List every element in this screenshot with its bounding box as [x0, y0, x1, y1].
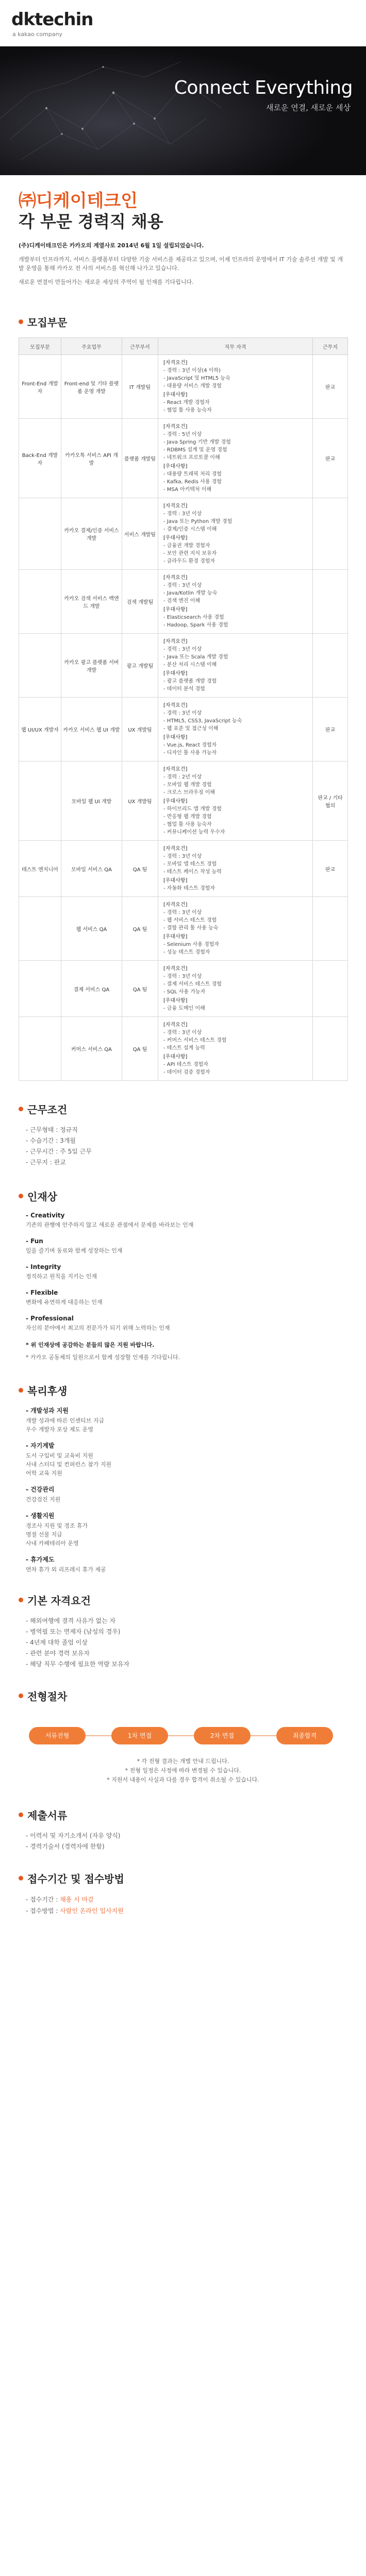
process-step: 서류전형 [29, 1727, 86, 1744]
process-flow [19, 1711, 347, 1789]
job-dept-cell: 광고 개발팀 [122, 634, 158, 698]
desc-line: - 커머스 서비스 테스트 경험 [163, 1038, 227, 1043]
bullet-dot-icon [19, 1388, 23, 1393]
job-desc-cell [158, 961, 313, 1017]
desc-line: [자격요건] [163, 639, 188, 645]
talent-note: * 카카오 공동체의 일원으로서 함께 성장할 인재를 기다립니다. [26, 1354, 180, 1361]
benefit-line: 경조사 지원 및 경조 휴가 [26, 1522, 88, 1529]
desc-line: - Java/Kotlin 개발 능숙 [163, 590, 218, 596]
desc-line: - 웹 서비스 테스트 경험 [163, 918, 217, 923]
section-apply [0, 1871, 366, 1917]
desc-line: [자격요건] [163, 703, 188, 708]
process-step: 1차 면접 [111, 1727, 168, 1744]
desc-line: - 경력 : 3년 이상 [163, 974, 202, 979]
desc-line: - Elasticsearch 사용 경험 [163, 615, 224, 620]
job-location-cell [313, 961, 348, 1017]
benefit-line: 어학 교육 지원 [26, 1470, 62, 1477]
desc-line: [우대사항] [163, 1054, 188, 1060]
desc-line: [우대사항] [163, 535, 188, 541]
job-group-cell: Back-End 개발자 [19, 419, 61, 498]
desc-line: [우대사항] [163, 878, 188, 884]
desc-line: - 보안 관련 지식 보유자 [163, 551, 217, 556]
talent-name: - Flexible [26, 1289, 58, 1296]
job-table [19, 337, 348, 1081]
desc-line: - 대용량 서비스 개발 경험 [163, 383, 222, 389]
desc-line: [자격요건] [163, 360, 188, 366]
section-documents [0, 1807, 366, 1852]
section-talent [0, 1189, 366, 1362]
desc-line: - 검색 엔진 이해 [163, 598, 201, 604]
job-group-cell [19, 961, 61, 1017]
talent-desc: 기존의 관행에 안주하지 않고 새로운 관점에서 문제를 바라보는 인재 [26, 1222, 194, 1228]
table-header-row [19, 338, 348, 355]
job-task-cell: 카카오 서비스 웹 UI 개발 [61, 698, 122, 761]
job-desc-cell [158, 634, 313, 698]
bullet-dot-icon [19, 1876, 23, 1880]
job-desc-cell [158, 419, 313, 498]
job-task-cell: 카카오 광고 플랫폼 서버 개발 [61, 634, 122, 698]
desc-line: - Java Spring 기반 개발 경험 [163, 439, 231, 445]
job-group-cell [19, 761, 61, 841]
table-row [19, 498, 348, 570]
job-dept-cell: QA 팀 [122, 961, 158, 1017]
hero-subtitle: 새로운 연결, 새로운 세상 [266, 103, 351, 112]
job-desc-cell [158, 570, 313, 634]
benefit-name: - 자기계발 [26, 1442, 55, 1449]
talent-item [26, 1212, 347, 1229]
desc-line: [자격요건] [163, 424, 188, 430]
job-location-cell: 판교 [313, 698, 348, 761]
section-title: 근무조건 [27, 1104, 68, 1116]
job-task-cell: 카카오 검색 서비스 백엔드 개발 [61, 570, 122, 634]
job-dept-cell: QA 팀 [122, 1017, 158, 1081]
table-row [19, 841, 348, 897]
intro-paragraph: 새로운 연결이 만들어가는 새로운 세상의 주역이 될 인재를 기다립니다. [19, 279, 194, 285]
job-task-cell: 커머스 서비스 QA [61, 1017, 122, 1081]
job-task-cell: Front-end 및 기타 플랫폼 운영 개발 [61, 355, 122, 419]
job-group-cell [19, 570, 61, 634]
talent-name: - Fun [26, 1238, 43, 1245]
list-item: - 4년제 대학 졸업 이상 [26, 1639, 88, 1646]
desc-line: - 네트워크 프로토콜 이해 [163, 455, 220, 461]
desc-line: - Kafka, Redis 사용 경험 [163, 479, 222, 485]
job-dept-cell: QA 팀 [122, 897, 158, 961]
desc-line: - 모바일 앱 테스트 경험 [163, 861, 217, 867]
desc-line: [자격요건] [163, 966, 188, 972]
company-intro [0, 175, 366, 302]
top-bar [0, 0, 366, 46]
talent-item [26, 1289, 347, 1307]
desc-line: - JavaScript 및 HTML5 능숙 [163, 376, 230, 381]
benefit-item [26, 1441, 347, 1478]
job-desc-cell [158, 355, 313, 419]
desc-line: [자격요건] [163, 575, 188, 581]
desc-line: - 자동화 테스트 경험자 [163, 886, 215, 891]
job-location-cell [313, 897, 348, 961]
talent-desc: 일을 즐기며 동료와 함께 성장하는 인재 [26, 1247, 123, 1254]
job-task-cell: 결제 서비스 QA [61, 961, 122, 1017]
benefit-line: 우수 개발자 포상 제도 운영 [26, 1426, 93, 1433]
desc-line: - Vue.js, React 경험자 [163, 742, 217, 748]
list-item: - 병역필 또는 면제자 (남성의 경우) [26, 1628, 121, 1635]
list-item: - 경력기술서 (경력자에 한함) [26, 1843, 105, 1850]
process-note: * 각 전형 결과는 개별 안내 드립니다. [137, 1758, 229, 1765]
benefit-item [26, 1406, 347, 1434]
desc-line: - HTML5, CSS3, JavaScript 능숙 [163, 718, 242, 724]
bullet-dot-icon [19, 1812, 23, 1817]
apply-period-label: - 접수기간 : [26, 1896, 60, 1903]
job-desc-cell [158, 498, 313, 570]
section-recruit [0, 314, 366, 1081]
talent-desc: 자신의 분야에서 최고의 전문가가 되기 위해 노력하는 인재 [26, 1325, 170, 1331]
job-dept-cell: UX 개발팀 [122, 761, 158, 841]
process-step: 최종합격 [276, 1727, 333, 1744]
benefit-item [26, 1555, 347, 1574]
bullet-dot-icon [19, 1598, 23, 1602]
process-note: * 지원서 내용이 사실과 다를 경우 합격이 취소될 수 있습니다. [107, 1776, 259, 1783]
benefit-line: 사내 스터디 및 컨퍼런스 참가 지원 [26, 1461, 112, 1468]
job-location-cell: 판교 / 기타 협의 [313, 761, 348, 841]
benefit-line: 개발 성과에 따른 인센티브 지급 [26, 1417, 105, 1424]
job-location-cell [313, 498, 348, 570]
bullet-dot-icon [19, 319, 23, 324]
table-row [19, 698, 348, 761]
desc-line: - RDBMS 설계 및 운영 경험 [163, 447, 227, 453]
job-task-cell: 모바일 웹 UI 개발 [61, 761, 122, 841]
desc-line: - 커뮤니케이션 능력 우수자 [163, 829, 225, 835]
table-header: 근무부서 [122, 338, 158, 355]
desc-line: - 경력 : 3년 이상 [163, 910, 202, 916]
job-task-cell: 웹 서비스 QA [61, 897, 122, 961]
apply-period-value: 채용 시 마감 [60, 1896, 94, 1903]
logo-subtitle: a kakao company [12, 31, 62, 38]
apply-method-label: - 접수방법 : [26, 1907, 60, 1914]
desc-line: - 경력 : 3년 이상(4 이하) [163, 368, 221, 374]
job-location-cell: 판교 [313, 419, 348, 498]
job-group-cell [19, 498, 61, 570]
desc-line: [우대사항] [163, 607, 188, 613]
talent-name: - Creativity [26, 1212, 65, 1219]
benefit-name: - 개발성과 지원 [26, 1407, 69, 1414]
table-row [19, 570, 348, 634]
table-row [19, 961, 348, 1017]
benefit-name: - 건강관리 [26, 1486, 55, 1493]
job-desc-cell [158, 841, 313, 897]
desc-line: [자격요건] [163, 767, 188, 772]
job-dept-cell: UX 개발팀 [122, 698, 158, 761]
job-group-cell: 웹 UI/UX 개발자 [19, 698, 61, 761]
desc-line: - 데이터 검증 경험자 [163, 1070, 210, 1075]
desc-line: - 경력 : 3년 이상 [163, 583, 202, 588]
desc-line: - 협업 툴 사용 능숙자 [163, 408, 212, 413]
desc-line: - 테스트 케이스 작성 능력 [163, 869, 222, 875]
list-item: - 해외여행에 결격 사유가 없는 자 [26, 1617, 116, 1624]
desc-line: - 결제 서비스 테스트 경험 [163, 981, 222, 987]
desc-line: [우대사항] [163, 934, 188, 940]
bullet-dot-icon [19, 1107, 23, 1111]
section-title: 전형절차 [27, 1690, 68, 1703]
desc-line: [우대사항] [163, 464, 188, 469]
desc-line: - 대용량 트래픽 처리 경험 [163, 471, 222, 477]
desc-line: - 경력 : 3년 이상 [163, 710, 202, 716]
table-row [19, 419, 348, 498]
job-location-cell: 판교 [313, 841, 348, 897]
section-title: 제출서류 [27, 1809, 68, 1822]
table-header: 모집부문 [19, 338, 61, 355]
desc-line: - 광고 플랫폼 개발 경험 [163, 679, 217, 684]
intro-paragraph: 개발부터 인프라까지, 서비스 플랫폼부터 다양한 기술 서비스를 제공하고 있으며, 이제 인프라의 운영에서 IT 기술 솔루션 개발 및 개발 운영을 통해 카카오 전 사의 서비스를 혁신해 나가고 있습니다. [19, 256, 343, 272]
benefit-line: 도서 구입비 및 교육비 지원 [26, 1452, 93, 1459]
desc-line: - 분산 처리 시스템 이해 [163, 662, 217, 668]
recruit-title: 각 부문 경력직 채용 [19, 212, 163, 231]
desc-line: - 경력 : 2년 이상 [163, 774, 202, 780]
desc-line: - 디자인 툴 사용 가능자 [163, 750, 217, 756]
desc-line: - 테스트 설계 능력 [163, 1045, 205, 1051]
desc-line: - Java 또는 Scala 개발 경험 [163, 654, 228, 660]
job-dept-cell: 검색 개발팀 [122, 570, 158, 634]
job-desc-cell [158, 761, 313, 841]
talent-name: - Integrity [26, 1263, 61, 1270]
list-item: - 근무시간 : 주 5일 근무 [26, 1148, 92, 1155]
talent-item [26, 1263, 347, 1281]
desc-line: - Hadoop, Spark 사용 경험 [163, 622, 228, 628]
section-process [0, 1688, 366, 1789]
desc-line: [우대사항] [163, 735, 188, 740]
list-item: - 해당 직무 수행에 필요한 역량 보유자 [26, 1660, 130, 1668]
benefit-line: 사내 카페테리아 운영 [26, 1540, 79, 1547]
process-step: 2차 면접 [194, 1727, 251, 1744]
talent-note: * 위 인재상에 공감하는 분들의 많은 지원 바랍니다. [26, 1342, 155, 1348]
talent-item [26, 1315, 347, 1332]
desc-line: - 하이브리드 앱 개발 경험 [163, 806, 222, 812]
section-title: 기본 자격요건 [27, 1595, 91, 1607]
apply-method [26, 1905, 347, 1917]
desc-line: - 성능 테스트 경험자 [163, 950, 210, 955]
desc-line: - API 테스트 경험자 [163, 1062, 208, 1067]
job-location-cell: 판교 [313, 355, 348, 419]
job-location-cell [313, 570, 348, 634]
desc-line: - Java 또는 Python 개발 경험 [163, 519, 232, 524]
apply-period [26, 1894, 347, 1905]
table-header: 주요업무 [61, 338, 122, 355]
job-group-cell [19, 634, 61, 698]
desc-line: - 데이터 분석 경험 [163, 686, 205, 692]
desc-line: - 결함 관리 툴 사용 능숙 [163, 925, 219, 931]
benefit-item [26, 1511, 347, 1548]
talent-item [26, 1238, 347, 1255]
table-row [19, 1017, 348, 1081]
desc-line: - React 개발 경험자 [163, 400, 210, 405]
desc-line: - 경력 : 3년 이상 [163, 854, 202, 859]
job-group-cell [19, 897, 61, 961]
job-group-cell [19, 1017, 61, 1081]
desc-line: [자격요건] [163, 902, 188, 908]
desc-line: [우대사항] [163, 392, 188, 398]
section-benefits [0, 1383, 366, 1574]
company-logo: dktechin [11, 9, 93, 30]
table-header: 직무 자격 [158, 338, 313, 355]
list-item: - 근무형태 : 정규직 [26, 1126, 78, 1133]
company-name: ㈜디케이테크인 [19, 191, 138, 211]
job-desc-cell [158, 897, 313, 961]
desc-line: - 결제/인증 시스템 이해 [163, 527, 217, 532]
desc-line: [우대사항] [163, 799, 188, 804]
benefit-item [26, 1485, 347, 1504]
table-row [19, 761, 348, 841]
desc-line: - 클라우드 환경 경험자 [163, 558, 215, 564]
talent-desc: 정직하고 원칙을 지키는 인재 [26, 1273, 97, 1280]
desc-line: - Selenium 사용 경험자 [163, 942, 220, 947]
job-task-cell: 카카오톡 서비스 API 개발 [61, 419, 122, 498]
hero-banner [0, 46, 366, 175]
benefit-line: 명절 선물 지급 [26, 1531, 62, 1538]
table-header: 근무지 [313, 338, 348, 355]
job-location-cell [313, 1017, 348, 1081]
desc-line: [자격요건] [163, 846, 188, 852]
desc-line: - 경력 : 5년 이상 [163, 432, 202, 437]
list-item: - 수습기간 : 3개월 [26, 1137, 76, 1144]
desc-line: [자격요건] [163, 1022, 188, 1028]
desc-line: - MSA 아키텍처 이해 [163, 487, 212, 493]
section-title: 접수기간 및 접수방법 [27, 1873, 124, 1885]
desc-line: - 모바일 웹 개발 경험 [163, 782, 212, 788]
list-item: - 근무지 : 판교 [26, 1159, 66, 1166]
benefit-name: - 휴가제도 [26, 1556, 55, 1563]
desc-line: [자격요건] [163, 503, 188, 509]
desc-line: [우대사항] [163, 998, 188, 1004]
process-note: * 전형 일정은 사정에 따라 변경될 수 있습니다. [125, 1767, 241, 1774]
job-group-cell: 테스트 엔지니어 [19, 841, 61, 897]
job-desc-cell [158, 1017, 313, 1081]
job-task-cell: 모바일 서비스 QA [61, 841, 122, 897]
desc-line: - 경력 : 3년 이상 [163, 647, 202, 652]
desc-line: - 협업 툴 사용 능숙자 [163, 822, 212, 827]
desc-line: - 경력 : 3년 이상 [163, 511, 202, 517]
bullet-dot-icon [19, 1194, 23, 1198]
job-dept-cell: QA 팀 [122, 841, 158, 897]
desc-line: - 금융권 개발 경험자 [163, 543, 210, 549]
table-row [19, 897, 348, 961]
bullet-dot-icon [19, 1693, 23, 1698]
job-dept-cell: IT 개발팀 [122, 355, 158, 419]
desc-line: [우대사항] [163, 671, 188, 676]
talent-name: - Professional [26, 1315, 74, 1322]
section-title: 인재상 [27, 1191, 57, 1203]
section-title: 모집부문 [27, 316, 68, 329]
talent-desc: 변화에 유연하게 대응하는 인재 [26, 1299, 103, 1306]
job-desc-cell [158, 698, 313, 761]
desc-line: - 반응형 웹 개발 경험 [163, 814, 212, 820]
table-row [19, 634, 348, 698]
job-dept-cell: 플랫폼 개발팀 [122, 419, 158, 498]
desc-line: - 경력 : 3년 이상 [163, 1030, 202, 1036]
list-item: - 이력서 및 자기소개서 (자유 양식) [26, 1832, 121, 1839]
desc-line: - 웹 표준 및 접근성 이해 [163, 726, 219, 732]
section-qualifications [0, 1592, 366, 1670]
desc-line: - 크로스 브라우징 이해 [163, 790, 215, 795]
benefit-line: 연차 휴가 외 리프레시 휴가 제공 [26, 1566, 106, 1573]
intro-paragraph: (주)디케이테크인은 카카오의 계열사로 2014년 6월 1일 설립되었습니다. [19, 242, 204, 249]
job-group-cell: Front-End 개발자 [19, 355, 61, 419]
job-dept-cell: 서비스 개발팀 [122, 498, 158, 570]
section-title: 복리후생 [27, 1385, 68, 1397]
desc-line: - SQL 사용 가능자 [163, 989, 206, 995]
job-task-cell: 카카오 결제/인증 서비스 개발 [61, 498, 122, 570]
benefit-line: 건강검진 지원 [26, 1496, 61, 1503]
section-conditions [0, 1101, 366, 1168]
desc-line: - 금융 도메인 이해 [163, 1006, 205, 1011]
benefit-name: - 생활지원 [26, 1512, 55, 1519]
apply-method-link[interactable]: 사람인 온라인 입사지원 [60, 1907, 124, 1914]
table-row [19, 355, 348, 419]
hero-title: Connect Everything [174, 77, 353, 98]
list-item: - 관련 분야 경력 보유자 [26, 1650, 90, 1657]
job-location-cell [313, 634, 348, 698]
